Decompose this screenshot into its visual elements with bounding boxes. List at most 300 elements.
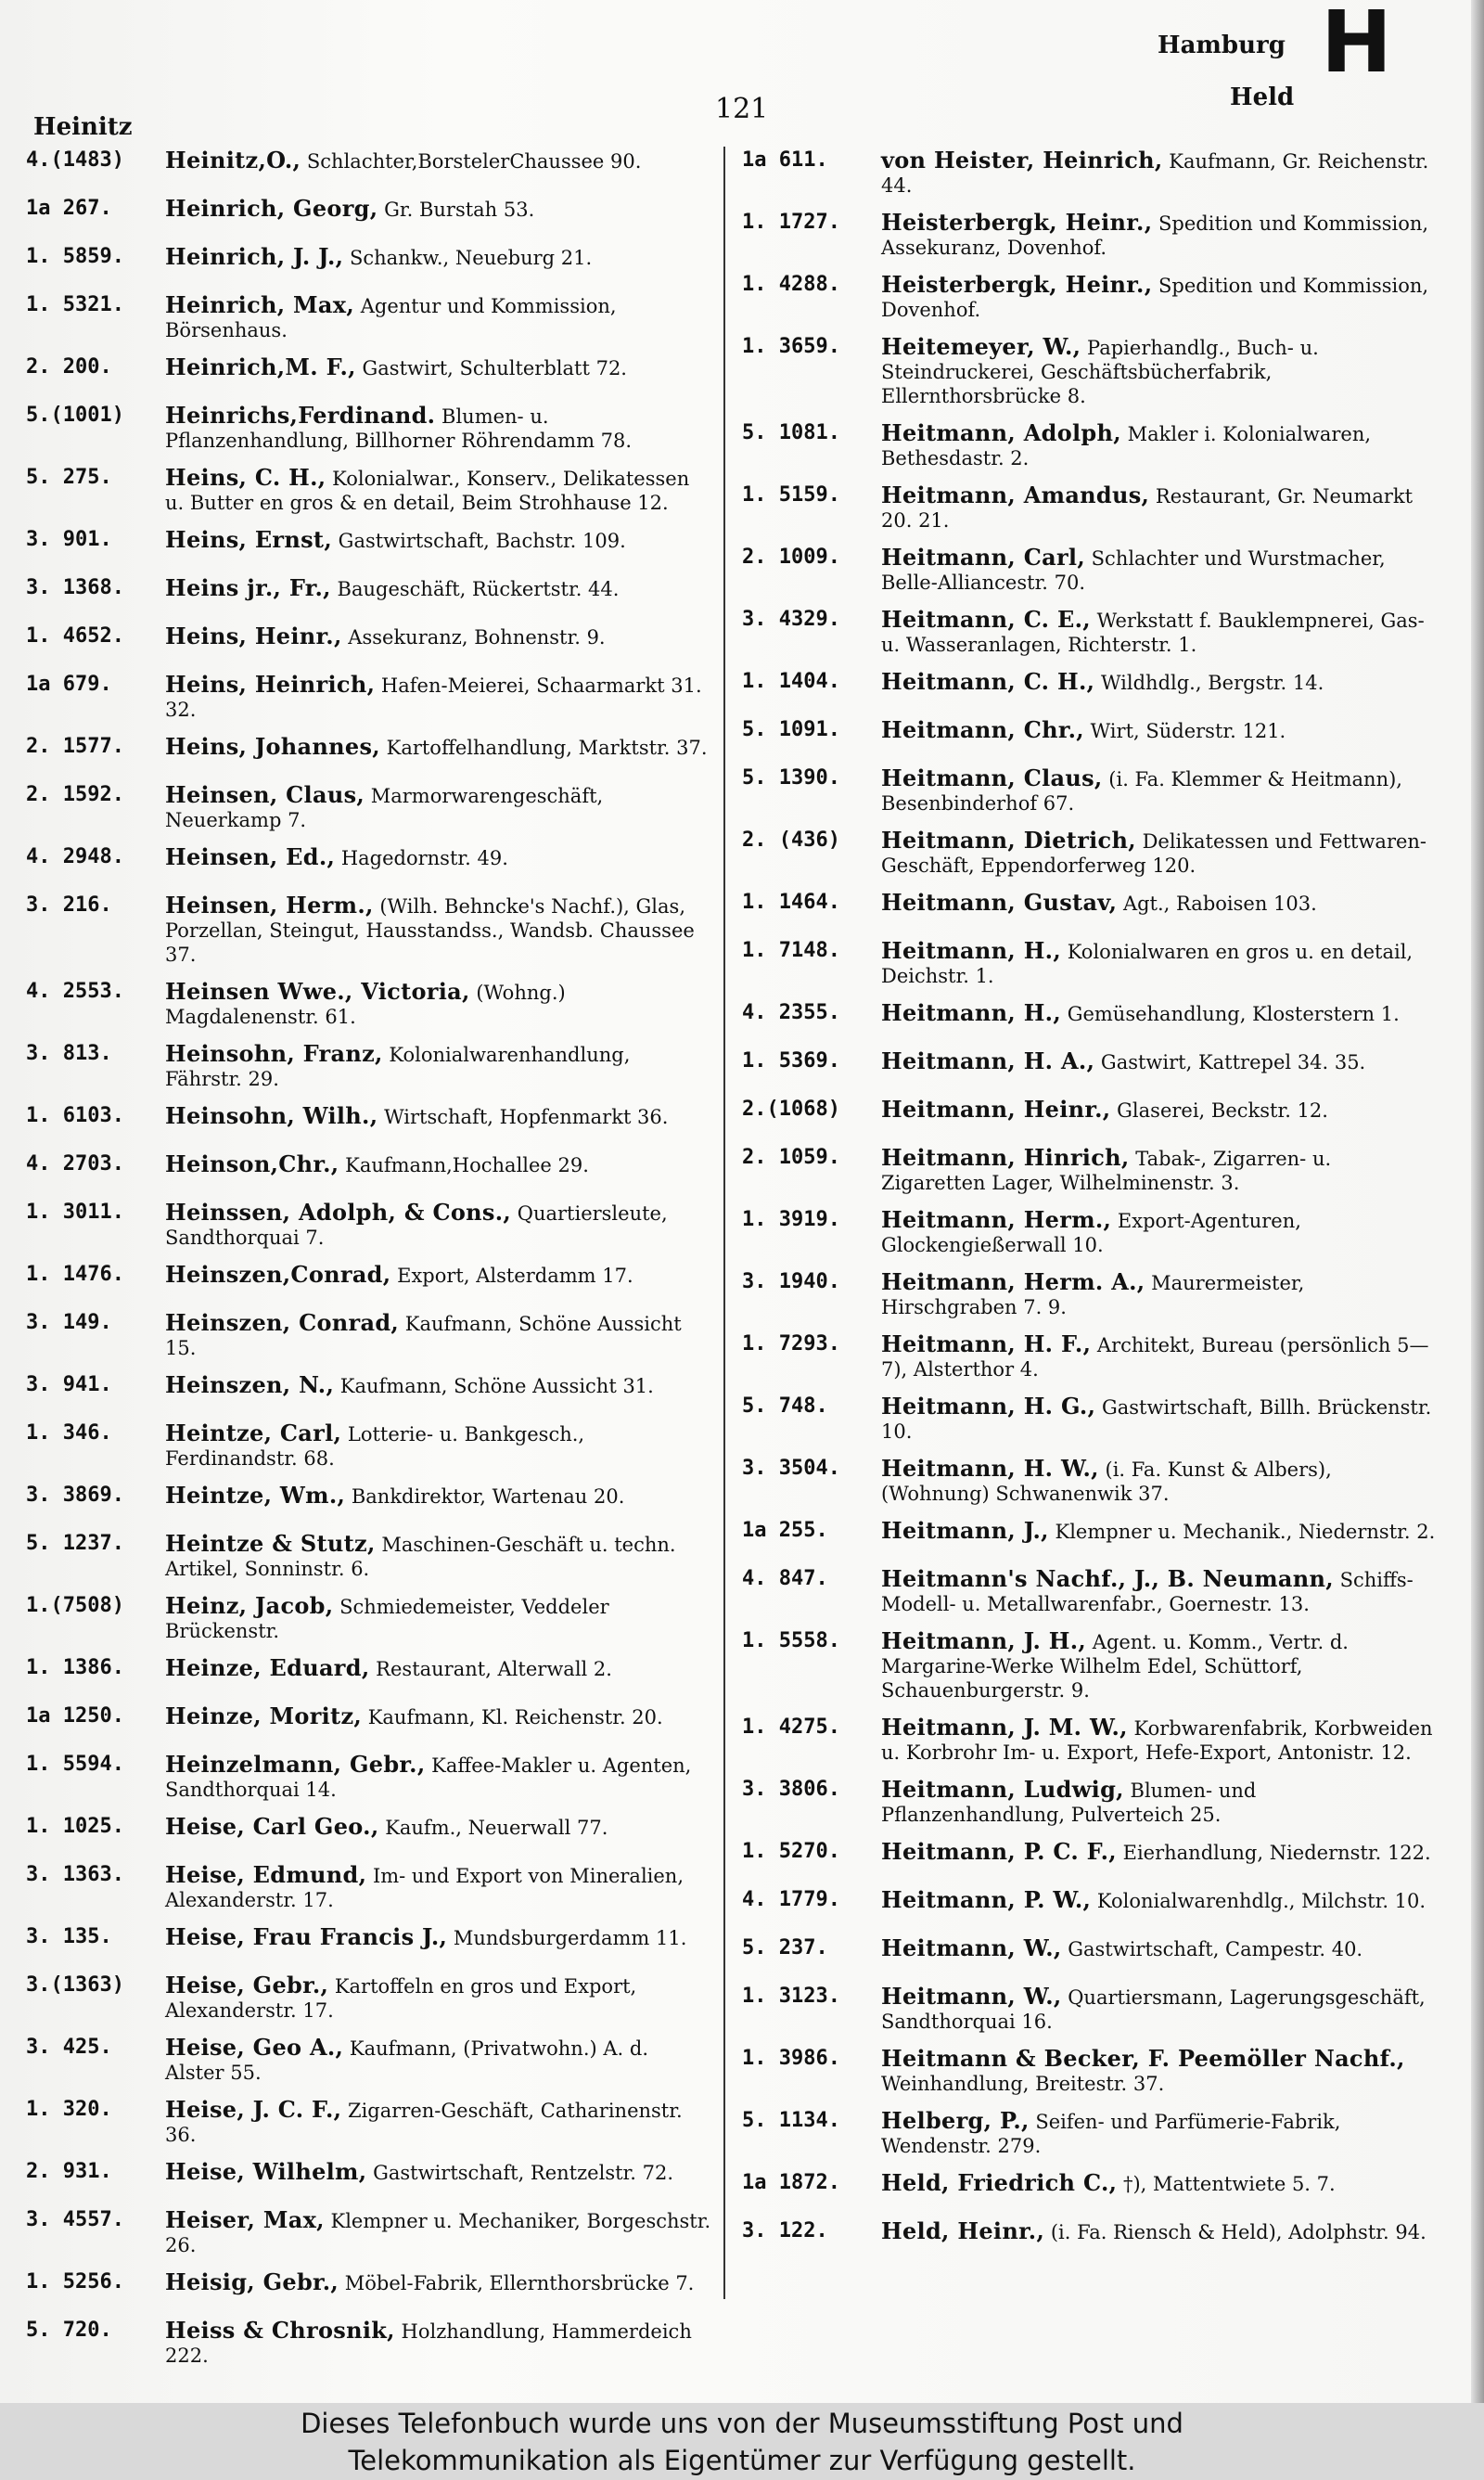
entry-name: Heitmann, J. H., bbox=[881, 1627, 1087, 1654]
directory-entry bbox=[742, 1098, 1438, 1133]
entry-description: Export, Alsterdamm 17. bbox=[397, 1265, 633, 1287]
entry-description: Spedition und Kommission, Assekuranz, Dovenhof. bbox=[881, 212, 1429, 259]
directory-entry bbox=[26, 528, 712, 563]
entry-phone-number: 3.(1363) bbox=[26, 1973, 124, 1997]
entry-name: Heitmann, Herm. A., bbox=[881, 1268, 1145, 1295]
entry-phone-number: 1. 3986. bbox=[742, 2047, 840, 2070]
directory-entry bbox=[742, 1208, 1438, 1257]
entry-name: Heintze & Stutz, bbox=[165, 1530, 376, 1557]
directory-entry bbox=[742, 1567, 1438, 1616]
directory-entry bbox=[26, 245, 712, 280]
entry-description: (Wohng.) Magdalenenstr. 61. bbox=[165, 982, 566, 1028]
directory-entry bbox=[26, 1484, 712, 1519]
entry-phone-number: 1a 255. bbox=[742, 1519, 828, 1542]
entry-name: Heitmann, Herm., bbox=[881, 1206, 1112, 1233]
entry-description: Wildhdlg., Bergstr. 14. bbox=[1100, 672, 1324, 694]
entry-phone-number: 1. 5321. bbox=[26, 293, 124, 316]
directory-entry bbox=[26, 980, 712, 1029]
footer-line-2: Telekommunikation als Eigentümer zur Verfügung gestellt. bbox=[348, 2445, 1136, 2476]
directory-entry bbox=[742, 2171, 1438, 2206]
entry-name: Heitmann, Hinrich, bbox=[881, 1144, 1130, 1171]
directory-entry bbox=[742, 670, 1438, 705]
directory-entry bbox=[742, 939, 1438, 988]
entry-name: Heinsohn, Franz, bbox=[165, 1040, 383, 1067]
directory-entry bbox=[742, 2219, 1438, 2255]
directory-entry bbox=[742, 1146, 1438, 1195]
entry-description: Kaufmann, Schöne Aussicht 15. bbox=[165, 1313, 682, 1359]
entry-name: Heins, Heinr., bbox=[165, 623, 342, 649]
right-keyword: Held bbox=[1230, 84, 1295, 111]
directory-entry bbox=[26, 2160, 712, 2195]
directory-entry bbox=[742, 2047, 1438, 2096]
directory-entry bbox=[742, 1715, 1438, 1765]
entry-name: Heinrich, J. J., bbox=[165, 243, 344, 270]
entry-phone-number: 1. 1404. bbox=[742, 670, 840, 693]
directory-entry bbox=[26, 1373, 712, 1408]
city-label: Hamburg bbox=[1158, 32, 1286, 59]
entry-phone-number: 1. 5594. bbox=[26, 1753, 124, 1776]
entry-phone-number: 1.(7508) bbox=[26, 1594, 124, 1617]
directory-entry bbox=[742, 2109, 1438, 2158]
entry-description: Marmorwarengeschäft, Neuerkamp 7. bbox=[165, 785, 604, 831]
entry-name: Heitmann, Chr., bbox=[881, 716, 1084, 743]
entry-description: Hagedornstr. 49. bbox=[340, 847, 508, 869]
entry-name: Held, Heinr., bbox=[881, 2217, 1045, 2244]
entry-name: Heiser, Max, bbox=[165, 2206, 325, 2233]
directory-entry bbox=[742, 1985, 1438, 2034]
directory-entry bbox=[742, 273, 1438, 322]
directory-entry bbox=[742, 1394, 1438, 1444]
entry-name: Heise, Wilhelm, bbox=[165, 2158, 367, 2185]
entry-name: Heitmann, Adolph, bbox=[881, 419, 1121, 446]
entry-phone-number: 3. 3869. bbox=[26, 1484, 124, 1507]
entry-name: Held, Friedrich C., bbox=[881, 2169, 1118, 2196]
entry-phone-number: 1. 7148. bbox=[742, 939, 840, 962]
entry-description: Export-Agenturen, Glockengießerwall 10. bbox=[881, 1210, 1301, 1256]
entry-phone-number: 4. 2703. bbox=[26, 1152, 124, 1176]
entry-phone-number: 3. 216. bbox=[26, 893, 112, 917]
left-column bbox=[26, 147, 712, 2367]
entry-description: Maurermeister, Hirschgraben 7. 9. bbox=[881, 1272, 1305, 1318]
directory-entry bbox=[742, 211, 1438, 260]
entry-description: Spedition und Kommission, Dovenhof. bbox=[881, 275, 1429, 321]
entry-name: Heinitz,O., bbox=[165, 147, 301, 173]
entry-description: Holzhandlung, Hammerdeich 222. bbox=[165, 2320, 692, 2367]
directory-entry bbox=[26, 293, 712, 342]
entry-description: Maschinen-Geschäft u. techn. Artikel, Sonninstr. 6. bbox=[165, 1534, 676, 1580]
entry-description: Architekt, Bureau (persönlich 5—7), Alsterthor 4. bbox=[881, 1334, 1429, 1381]
entry-phone-number: 4. 2553. bbox=[26, 980, 124, 1003]
entry-description: Gastwirt, Kattrepel 34. 35. bbox=[1100, 1051, 1366, 1073]
entry-description: Im- und Export von Mineralien, Alexanderstr. 17. bbox=[165, 1865, 684, 1911]
entry-phone-number: 2. (436) bbox=[742, 829, 840, 852]
entry-phone-number: 1. 5369. bbox=[742, 1049, 840, 1073]
entry-phone-number: 2. 1592. bbox=[26, 783, 124, 806]
entry-description: Kartoffelhandlung, Marktstr. 37. bbox=[386, 737, 708, 759]
directory-entry bbox=[26, 735, 712, 770]
entry-phone-number: 1. 3659. bbox=[742, 335, 840, 358]
entry-name: Heitmann, Dietrich, bbox=[881, 827, 1136, 854]
entry-description: †), Mattentwiete 5. 7. bbox=[1122, 2173, 1336, 2195]
entry-name: Heinszen, Conrad, bbox=[165, 1309, 400, 1336]
entry-name: Heisig, Gebr., bbox=[165, 2268, 339, 2295]
entry-name: Heitmann, C. E., bbox=[881, 606, 1091, 633]
entry-phone-number: 1. 3011. bbox=[26, 1201, 124, 1224]
directory-entry bbox=[26, 783, 712, 832]
entry-description: Mundsburgerdamm 11. bbox=[453, 1927, 687, 1949]
directory-entry bbox=[742, 1936, 1438, 1972]
entry-description: Gastwirt, Schulterblatt 72. bbox=[362, 357, 627, 379]
entry-phone-number: 3. 3504. bbox=[742, 1457, 840, 1480]
directory-entry bbox=[26, 1656, 712, 1691]
directory-entry bbox=[26, 1311, 712, 1360]
entry-phone-number: 2.(1068) bbox=[742, 1098, 840, 1121]
entry-name: Heinz, Jacob, bbox=[165, 1592, 334, 1619]
entry-phone-number: 3. 122. bbox=[742, 2219, 828, 2242]
entry-description: Kaufm., Neuerwall 77. bbox=[385, 1817, 608, 1839]
entry-phone-number: 3. 4557. bbox=[26, 2208, 124, 2231]
entry-name: Heinzelmann, Gebr., bbox=[165, 1751, 426, 1778]
entry-name: Heitemeyer, W., bbox=[881, 333, 1081, 360]
entry-phone-number: 1a 1872. bbox=[742, 2171, 840, 2194]
entry-phone-number: 3. 135. bbox=[26, 1925, 112, 1948]
entry-description: Kaufmann, Schöne Aussicht 31. bbox=[339, 1375, 654, 1397]
entry-phone-number: 1a 611. bbox=[742, 148, 828, 172]
entry-phone-number: 1. 4288. bbox=[742, 273, 840, 296]
entry-description: Quartiersleute, Sandthorquai 7. bbox=[165, 1202, 668, 1249]
entry-phone-number: 5. 1237. bbox=[26, 1532, 124, 1555]
entry-name: Heitmann, Amandus, bbox=[881, 482, 1150, 508]
entry-phone-number: 1. 3919. bbox=[742, 1208, 840, 1231]
entry-name: Heinsohn, Wilh., bbox=[165, 1102, 378, 1129]
entry-description: Klempner u. Mechanik., Niedernstr. 2. bbox=[1055, 1521, 1436, 1543]
entry-name: von Heister, Heinrich, bbox=[881, 147, 1163, 173]
directory-entry bbox=[742, 1629, 1438, 1703]
entry-phone-number: 3. 1368. bbox=[26, 576, 124, 599]
directory-entry bbox=[26, 466, 712, 515]
directory-entry bbox=[742, 608, 1438, 657]
entry-phone-number: 5. 237. bbox=[742, 1936, 828, 1960]
entry-name: Heitmann, H., bbox=[881, 999, 1061, 1026]
directory-entry bbox=[742, 1840, 1438, 1875]
entry-phone-number: 2. 931. bbox=[26, 2160, 112, 2183]
entry-name: Heitmann, W., bbox=[881, 1983, 1062, 2010]
entry-name: Heinrich, Georg, bbox=[165, 195, 378, 222]
entry-phone-number: 1. 1386. bbox=[26, 1656, 124, 1679]
entry-description: Gastwirtschaft, Billh. Brückenstr. 10. bbox=[881, 1396, 1432, 1443]
directory-entry bbox=[26, 1925, 712, 1960]
entry-phone-number: 1. 346. bbox=[26, 1421, 112, 1445]
entry-name: Heitmann, H. F., bbox=[881, 1330, 1092, 1357]
directory-entry bbox=[26, 673, 712, 722]
directory-entry bbox=[26, 1594, 712, 1643]
entry-description: Gastwirtschaft, Rentzelstr. 72. bbox=[373, 2162, 674, 2184]
entry-phone-number: 3. 941. bbox=[26, 1373, 112, 1396]
directory-entry bbox=[26, 404, 712, 453]
entry-description: Eierhandlung, Niedernstr. 122. bbox=[1122, 1842, 1431, 1864]
entry-phone-number: 4. 847. bbox=[742, 1567, 828, 1590]
entry-name: Heinrich, Max, bbox=[165, 291, 355, 318]
directory-entry bbox=[26, 1421, 712, 1471]
entry-description: Möbel-Fabrik, Ellernthorsbrücke 7. bbox=[344, 2272, 695, 2294]
entry-phone-number: 2. 1059. bbox=[742, 1146, 840, 1169]
entry-name: Heise, Gebr., bbox=[165, 1972, 329, 1998]
entry-description: Wirtschaft, Hopfenmarkt 36. bbox=[384, 1106, 669, 1128]
directory-entry bbox=[26, 2208, 712, 2257]
entry-phone-number: 1. 1476. bbox=[26, 1263, 124, 1286]
entry-name: Heise, Carl Geo., bbox=[165, 1813, 379, 1840]
entry-phone-number: 3. 901. bbox=[26, 528, 112, 551]
entry-name: Heisterbergk, Heinr., bbox=[881, 209, 1153, 236]
entry-phone-number: 1. 320. bbox=[26, 2098, 112, 2121]
entry-description: Kaufmann, (Privatwohn.) A. d. Alster 55. bbox=[165, 2037, 648, 2084]
entry-description: Restaurant, Alterwall 2. bbox=[376, 1658, 612, 1680]
entry-name: Heitmann's Nachf., J., B. Neumann, bbox=[881, 1565, 1334, 1592]
entry-description: Kaufmann, Gr. Reichenstr. 44. bbox=[881, 150, 1429, 197]
directory-entry bbox=[742, 891, 1438, 926]
entry-phone-number: 5. 1390. bbox=[742, 766, 840, 790]
entry-description: Blumen- und Pflanzenhandlung, Pulverteich 25. bbox=[881, 1780, 1257, 1826]
entry-phone-number: 5. 1091. bbox=[742, 718, 840, 741]
entry-phone-number: 1a 679. bbox=[26, 673, 112, 696]
entry-phone-number: 5. 720. bbox=[26, 2319, 112, 2342]
entry-description: Kolonialwaren en gros u. en detail, Deichstr. 1. bbox=[881, 941, 1414, 987]
entry-description: Kartoffeln en gros und Export, Alexanderstr. 17. bbox=[165, 1975, 637, 2022]
directory-entry bbox=[26, 1104, 712, 1139]
entry-description: Kaufmann, Kl. Reichenstr. 20. bbox=[367, 1706, 663, 1728]
directory-entry bbox=[742, 546, 1438, 595]
entry-description: Gemüsehandlung, Klosterstern 1. bbox=[1067, 1003, 1400, 1025]
entry-name: Heitmann, H. G., bbox=[881, 1393, 1096, 1420]
directory-entry bbox=[742, 483, 1438, 533]
entry-description: Assekuranz, Bohnenstr. 9. bbox=[348, 626, 606, 649]
entry-name: Heins, Johannes, bbox=[165, 733, 380, 760]
entry-description: Korbwarenfabrik, Korbweiden u. Korbrohr Im- u. Export, Hefe-Export, Antonistr. 12. bbox=[881, 1717, 1433, 1764]
footer-line-1: Dieses Telefonbuch wurde uns von der Museumsstiftung Post und bbox=[301, 2408, 1183, 2439]
directory-entry bbox=[26, 1263, 712, 1298]
entry-name: Heins jr., Fr., bbox=[165, 574, 331, 601]
entry-phone-number: 1. 1025. bbox=[26, 1815, 124, 1838]
directory-entry bbox=[26, 1753, 712, 1802]
entry-phone-number: 2. 200. bbox=[26, 355, 112, 379]
entry-phone-number: 1a 1250. bbox=[26, 1704, 124, 1728]
entry-name: Heinssen, Adolph, & Cons., bbox=[165, 1199, 512, 1226]
entry-name: Heins, Ernst, bbox=[165, 526, 332, 553]
entry-description: Wirt, Süderstr. 121. bbox=[1090, 720, 1286, 742]
entry-name: Heinszen, N., bbox=[165, 1371, 335, 1398]
directory-entry bbox=[26, 576, 712, 611]
entry-name: Heinze, Eduard, bbox=[165, 1654, 370, 1681]
entry-name: Heins, Heinrich, bbox=[165, 671, 376, 698]
entry-phone-number: 5. 1081. bbox=[742, 421, 840, 444]
entry-phone-number: 3. 1363. bbox=[26, 1863, 124, 1886]
entry-name: Heintze, Wm., bbox=[165, 1482, 346, 1509]
entry-description: Tabak-, Zigarren- u. Zigaretten Lager, Wilhelminenstr. 3. bbox=[881, 1148, 1332, 1194]
directory-entry bbox=[26, 1201, 712, 1250]
entry-phone-number: 5.(1001) bbox=[26, 404, 124, 427]
directory-entry bbox=[742, 148, 1438, 198]
directory-entry bbox=[26, 1815, 712, 1850]
directory-entry bbox=[742, 1049, 1438, 1085]
entry-phone-number: 2. 1009. bbox=[742, 546, 840, 569]
entry-description: Schiffs-Modell- u. Metallwarenfabr., Goernestr. 13. bbox=[881, 1569, 1414, 1615]
entry-description: Hafen-Meierei, Schaarmarkt 31. 32. bbox=[165, 675, 702, 721]
directory-entry bbox=[26, 197, 712, 232]
entry-description: (i. Fa. Kunst & Albers), (Wohnung) Schwanenwik 37. bbox=[881, 1458, 1332, 1505]
entry-phone-number: 1. 5256. bbox=[26, 2270, 124, 2294]
entry-description: Glaserei, Beckstr. 12. bbox=[1117, 1099, 1328, 1122]
entry-description: Agent. u. Komm., Vertr. d. Margarine-Werke Wilhelm Edel, Schüttorf, Schauenburgerstr. 9. bbox=[881, 1631, 1349, 1702]
directory-entry bbox=[742, 1519, 1438, 1554]
entry-phone-number: 3. 3806. bbox=[742, 1778, 840, 1801]
entry-name: Heitmann, W., bbox=[881, 1934, 1062, 1961]
directory-entry bbox=[26, 1532, 712, 1581]
directory-entry bbox=[26, 2319, 712, 2368]
entry-phone-number: 4. 1779. bbox=[742, 1888, 840, 1911]
directory-entry bbox=[26, 1152, 712, 1188]
directory-entry bbox=[26, 2098, 712, 2147]
entry-description: Bankdirektor, Wartenau 20. bbox=[351, 1485, 625, 1508]
directory-entry bbox=[26, 148, 712, 184]
entry-phone-number: 1. 4275. bbox=[742, 1715, 840, 1739]
column-divider bbox=[723, 147, 725, 2299]
entry-phone-number: 1. 3123. bbox=[742, 1985, 840, 2008]
entry-phone-number: 1a 267. bbox=[26, 197, 112, 220]
page-edge bbox=[1471, 0, 1484, 2403]
entry-description: Weinhandlung, Breitestr. 37. bbox=[881, 2073, 1165, 2095]
section-letter: H bbox=[1321, 0, 1392, 92]
entry-description: (i. Fa. Riensch & Held), Adolphstr. 94. bbox=[1050, 2221, 1426, 2243]
entry-description: Kolonialwarenhdlg., Milchstr. 10. bbox=[1096, 1890, 1426, 1912]
entry-phone-number: 1. 1727. bbox=[742, 211, 840, 234]
entry-description: Schlachter und Wurstmacher, Belle-Alliancestr. 70. bbox=[881, 547, 1386, 594]
entry-description: Kolonialwar., Konserv., Delikatessen u. Butter en gros & en detail, Beim Strohhause 12. bbox=[165, 468, 690, 514]
entry-name: Helberg, P., bbox=[881, 2107, 1030, 2134]
entry-name: Heitmann, J. M. W., bbox=[881, 1714, 1128, 1741]
directory-entry bbox=[742, 766, 1438, 816]
entry-phone-number: 1. 5270. bbox=[742, 1840, 840, 1863]
entry-phone-number: 4. 2948. bbox=[26, 845, 124, 868]
entry-name: Heisterbergk, Heinr., bbox=[881, 271, 1153, 298]
entry-name: Heitmann, C. H., bbox=[881, 668, 1095, 695]
entry-name: Heise, Frau Francis J., bbox=[165, 1923, 448, 1950]
directory-entry bbox=[26, 893, 712, 967]
entry-phone-number: 4. 2355. bbox=[742, 1001, 840, 1024]
entry-description: (i. Fa. Klemmer & Heitmann), Besenbinderhof 67. bbox=[881, 768, 1402, 815]
entry-description: Baugeschäft, Rückertstr. 44. bbox=[337, 578, 620, 600]
entry-phone-number: 1. 6103. bbox=[26, 1104, 124, 1127]
directory-entry bbox=[742, 1332, 1438, 1381]
entry-name: Heinze, Moritz, bbox=[165, 1703, 363, 1729]
entry-description: Gastwirtschaft, Bachstr. 109. bbox=[338, 530, 626, 552]
entry-phone-number: 5. 748. bbox=[742, 1394, 828, 1418]
entry-description: Kolonialwarenhandlung, Fährstr. 29. bbox=[165, 1044, 631, 1090]
left-keyword: Heinitz bbox=[33, 113, 133, 141]
entry-description: Werkstatt f. Bauklempnerei, Gas- u. Wasseranlagen, Richterstr. 1. bbox=[881, 610, 1425, 656]
entry-name: Heitmann, P. W., bbox=[881, 1886, 1092, 1913]
entry-description: Gr. Burstah 53. bbox=[384, 199, 535, 221]
entry-description: Blumen- u. Pflanzenhandlung, Billhorner Röhrendamm 78. bbox=[165, 405, 633, 452]
entry-description: Quartiersmann, Lagerungsgeschäft, Sandthorquai 16. bbox=[881, 1986, 1426, 2033]
entry-name: Heitmann, H., bbox=[881, 937, 1061, 964]
entry-description: (Wilh. Behncke's Nachf.), Glas, Porzellan, Steingut, Hausstandss., Wandsb. Chaussee 37. bbox=[165, 895, 695, 966]
entry-name: Heinszen,Conrad, bbox=[165, 1261, 391, 1288]
entry-name: Heinsen Wwe., Victoria, bbox=[165, 978, 470, 1005]
directory-entry bbox=[742, 1778, 1438, 1827]
entry-name: Heitmann & Becker, F. Peemöller Nachf., bbox=[881, 2045, 1405, 2072]
entry-name: Heitmann, H. A., bbox=[881, 1047, 1095, 1074]
directory-entry bbox=[26, 845, 712, 880]
entry-name: Heiss & Chrosnik, bbox=[165, 2317, 395, 2344]
entry-phone-number: 3. 1940. bbox=[742, 1270, 840, 1293]
entry-description: Delikatessen und Fettwaren-Geschäft, Eppendorferweg 120. bbox=[881, 830, 1427, 877]
directory-entry bbox=[26, 355, 712, 391]
entry-phone-number: 1. 4652. bbox=[26, 624, 124, 648]
entry-description: Restaurant, Gr. Neumarkt 20. 21. bbox=[881, 485, 1414, 532]
page-number: 121 bbox=[715, 93, 769, 125]
directory-entry bbox=[742, 829, 1438, 878]
entry-name: Heise, J. C. F., bbox=[165, 2096, 342, 2123]
entry-phone-number: 1. 7293. bbox=[742, 1332, 840, 1356]
directory-entry bbox=[742, 1270, 1438, 1319]
entry-phone-number: 1. 5159. bbox=[742, 483, 840, 507]
entry-name: Heise, Edmund, bbox=[165, 1861, 367, 1888]
entry-name: Heitmann, Gustav, bbox=[881, 889, 1118, 916]
entry-phone-number: 5. 1134. bbox=[742, 2109, 840, 2132]
entry-name: Heinsen, Claus, bbox=[165, 781, 365, 808]
directory-entry bbox=[742, 335, 1438, 408]
directory-entry bbox=[26, 1863, 712, 1912]
entry-phone-number: 3. 4329. bbox=[742, 608, 840, 631]
entry-description: Agentur und Kommission, Börsenhaus. bbox=[165, 295, 617, 341]
entry-phone-number: 1. 5558. bbox=[742, 1629, 840, 1652]
entry-description: Kaffee-Makler u. Agenten, Sandthorquai 14. bbox=[165, 1754, 692, 1801]
entry-description: Schlachter,BorstelerChaussee 90. bbox=[306, 150, 642, 173]
entry-description: Papierhandlg., Buch- u. Steindruckerei, Geschäftsbücherfabrik, Ellernthorsbrücke 8. bbox=[881, 337, 1319, 407]
footer-notice bbox=[0, 2403, 1484, 2480]
entry-description: Makler i. Kolonialwaren, Bethesdastr. 2. bbox=[881, 423, 1372, 469]
right-column bbox=[742, 148, 1438, 2329]
entry-description: Gastwirtschaft, Campestr. 40. bbox=[1068, 1938, 1363, 1960]
entry-name: Heintze, Carl, bbox=[165, 1420, 342, 1446]
directory-entry bbox=[26, 2036, 712, 2085]
entry-phone-number: 2. 1577. bbox=[26, 735, 124, 758]
entry-phone-number: 5. 275. bbox=[26, 466, 112, 489]
entry-phone-number: 3. 149. bbox=[26, 1311, 112, 1334]
directory-entry bbox=[742, 1457, 1438, 1506]
directory-entry bbox=[26, 1042, 712, 1091]
entry-name: Heinsen, Ed., bbox=[165, 843, 336, 870]
entry-description: Agt., Raboisen 103. bbox=[1122, 893, 1317, 915]
entry-phone-number: 3. 813. bbox=[26, 1042, 112, 1065]
entry-phone-number: 1. 5859. bbox=[26, 245, 124, 268]
entry-description: Kaufmann,Hochallee 29. bbox=[345, 1154, 589, 1176]
directory-entry bbox=[742, 421, 1438, 470]
entry-name: Heitmann, Claus, bbox=[881, 765, 1103, 791]
entry-name: Heins, C. H., bbox=[165, 464, 326, 491]
entry-name: Heitmann, Carl, bbox=[881, 544, 1085, 571]
entry-name: Heitmann, J., bbox=[881, 1517, 1049, 1544]
entry-name: Heitmann, Heinr., bbox=[881, 1096, 1111, 1123]
directory-entry bbox=[26, 2270, 712, 2306]
directory-entry bbox=[742, 718, 1438, 753]
page-header bbox=[33, 0, 1451, 167]
entry-name: Heinson,Chr., bbox=[165, 1150, 339, 1177]
entry-description: Zigarren-Geschäft, Catharinenstr. 36. bbox=[165, 2100, 683, 2146]
entry-description: Seifen- und Parfümerie-Fabrik, Wendenstr. 279. bbox=[881, 2111, 1341, 2157]
directory-entry bbox=[26, 1704, 712, 1740]
directory-entry bbox=[26, 624, 712, 660]
